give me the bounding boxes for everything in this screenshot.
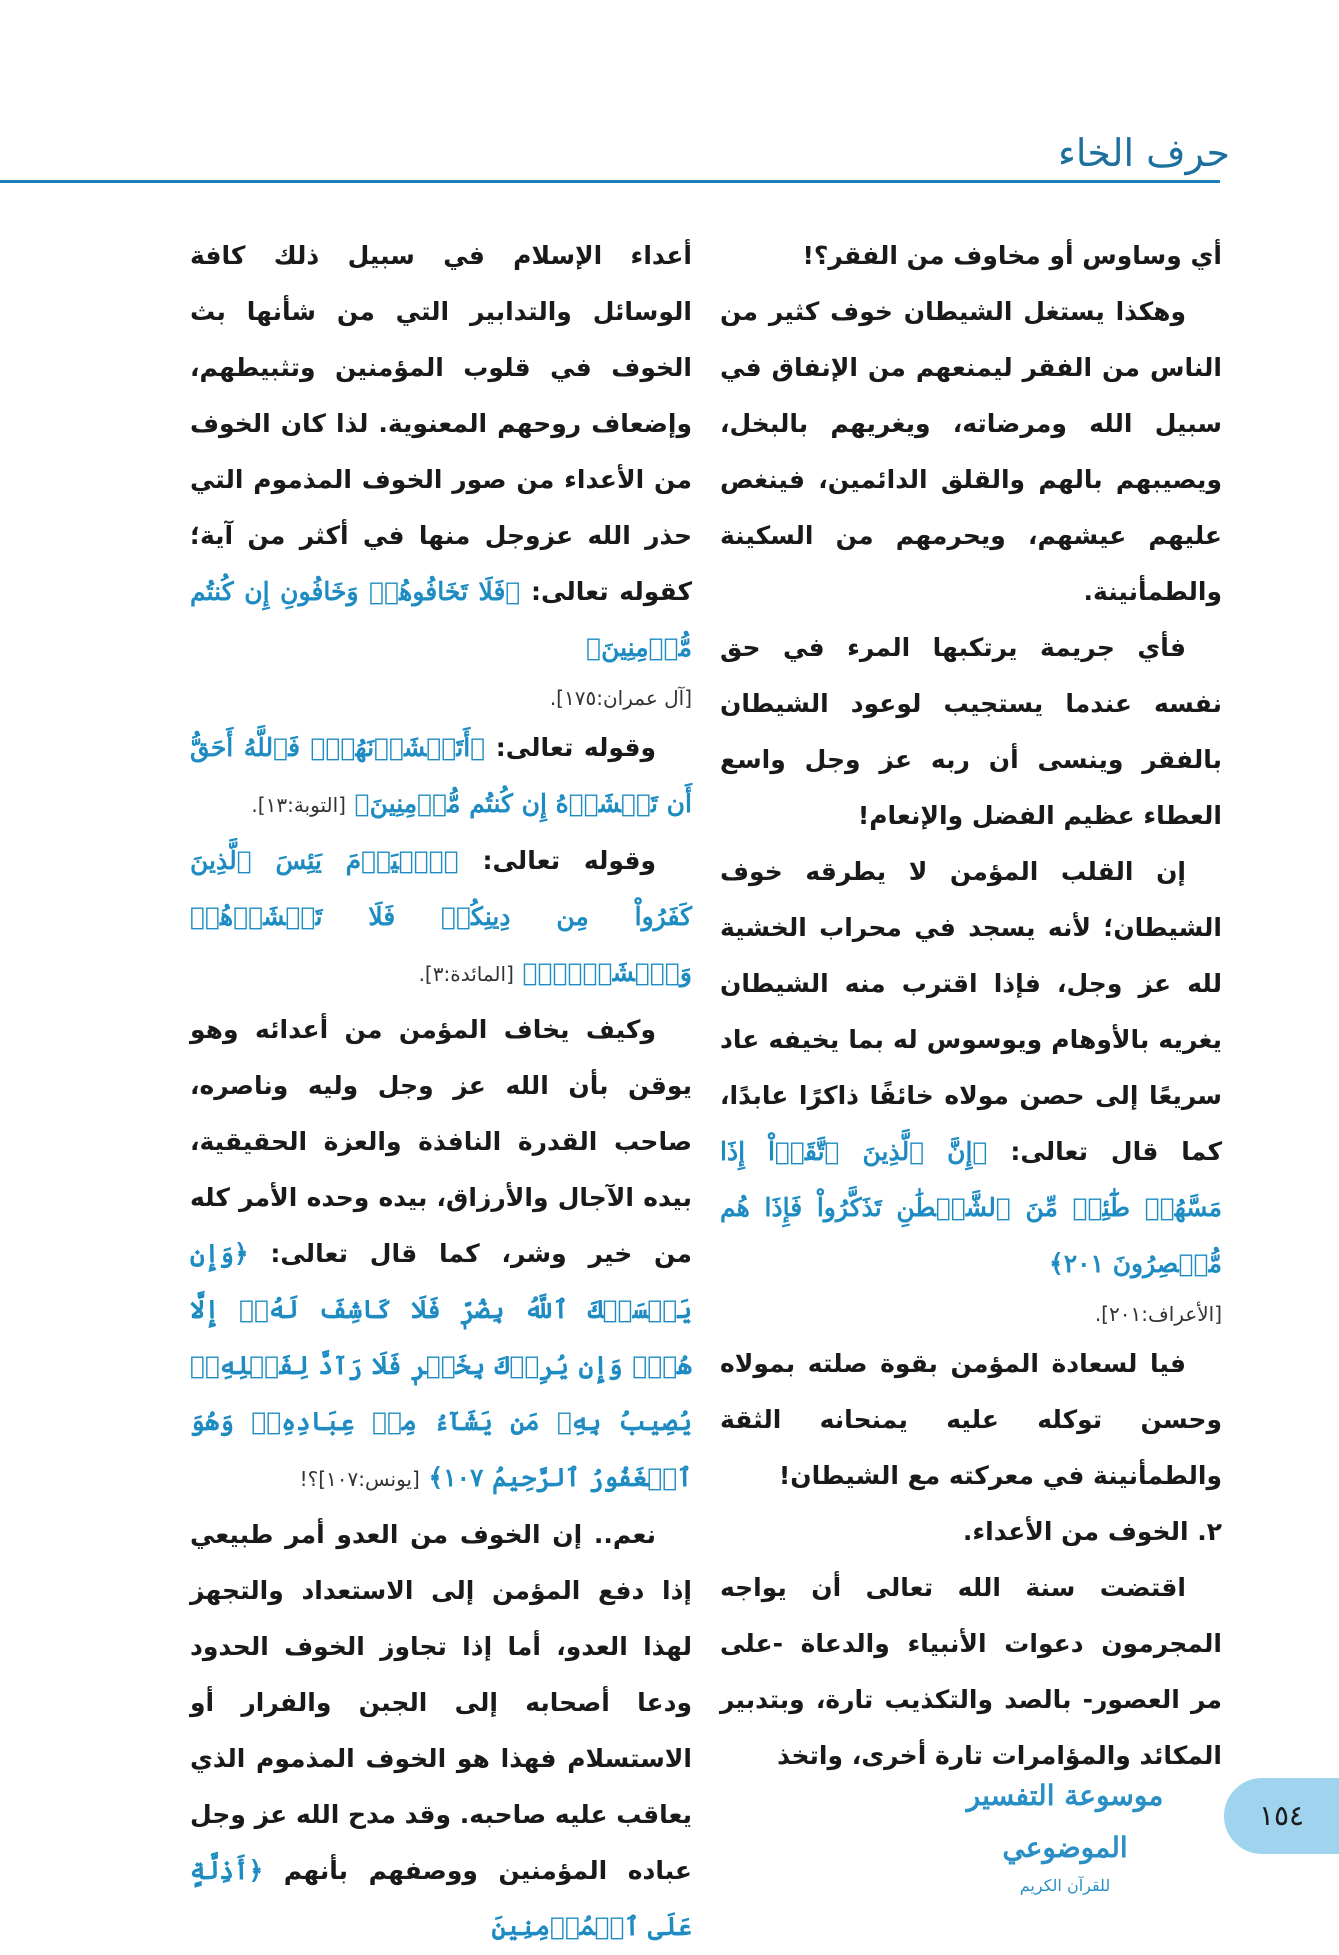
paragraph bbox=[190, 228, 692, 676]
quran-verse: ﴿ٱلۡيَوۡمَ يَئِسَ ٱلَّذِينَ كَفَرُواْ مِن دِينِكُمۡ فَلَا تَخۡشَوۡهُمۡ وَٱخۡشَوۡنِۚ﴾ bbox=[190, 846, 692, 987]
paragraph bbox=[190, 1507, 692, 1955]
paragraph-text: أعداء الإسلام في سبيل ذلك كافة الوسائل والتدابير التي من شأنها بث الخوف في قلوب المؤمنين وتثبيطهم، وإضعاف روحهم المعنوية. لذا كان الخوف من الأعداء من صور الخوف المذموم التي حذر الله عزوجل منها في أكثر من آية؛ كقوله تعالى: bbox=[190, 241, 692, 606]
verse-reference: [آل عمران:١٧٥]. bbox=[549, 686, 692, 710]
left-column bbox=[190, 228, 692, 1941]
page-number: ١٥٤ bbox=[1258, 1799, 1305, 1832]
verse-reference: [التوبة:١٣]. bbox=[251, 793, 346, 817]
verse-reference: [الأعراف:٢٠١]. bbox=[1094, 1302, 1222, 1326]
paragraph bbox=[190, 720, 692, 833]
section-title: حرف الخاء bbox=[1057, 131, 1230, 175]
paragraph: وهكذا يستغل الشيطان خوف كثير من الناس من الفقر ليمنعهم من الإنفاق في سبيل الله ومرضاته، ويغريهم بالبخل، ويصيبهم بالهم والقلق الدائمين، فينغص عليهم عيشهم، ويحرمهم من السكينة والطمأنينة. bbox=[720, 297, 1222, 606]
paragraph-text: نعم.. إن الخوف من العدو أمر طبيعي إذا دفع المؤمن إلى الاستعداد والتجهز لهذا العدو، أما إذا تجاوز الخوف الحدود ودعا أصحابه إلى الجبن والفرار أو الاستسلام فهذا هو الخوف المذموم الذي يعاقب عليه صاحبه. وقد مدح الله عز وجل عباده المؤمنين ووصفهم بأنهم bbox=[190, 1520, 692, 1885]
paragraph bbox=[190, 833, 692, 1002]
verse-reference: [المائدة:٣]. bbox=[418, 962, 514, 986]
paragraph-text: وكيف يخاف المؤمن من أعدائه وهو يوقن بأن الله عز وجل وليه وناصره، صاحب القدرة النافذة والعزة الحقيقية، بيده الآجال والأرزاق، بيده وحده الأمر كله من خير وشر، كما قال تعالى: bbox=[190, 1015, 692, 1268]
quran-verse: ﴿وَإِن يَمۡسَسۡكَ ٱللَّهُ بِضُرّٖ فَلَا كَاشِفَ لَهُۥٓ إِلَّا هُوَۖ وَإِن يُرِدۡكَ بِخَيۡرٖ فَلَا رَآدَّ لِفَضۡلِهِۦۚ يُصِيبُ بِهِۦ مَن يَشَآءُ مِنۡ عِبَادِهِۦۚ وَهُوَ ٱلۡغَفُورُ ٱلرَّحِيمُ ١٠٧﴾ bbox=[190, 1239, 692, 1492]
quran-verse: ﴿أَذِلَّةٍ عَلَى ٱلۡمُؤۡمِنِينَ bbox=[190, 1856, 692, 1941]
quran-verse: ﴿فَلَا تَخَافُوهُمۡ وَخَافُونِ إِن كُنتُم مُّؤۡمِنِينَ﴾ bbox=[190, 577, 692, 662]
encyclopedia-logo bbox=[930, 1770, 1200, 1895]
quran-verse: ﴿إِنَّ ٱلَّذِينَ ٱتَّقَوۡاْ إِذَا مَسَّهُمۡ طَٰٓئِفٞ مِّنَ ٱلشَّيۡطَٰنِ تَذَكَّرُواْ فَإِذَا هُم مُّبۡصِرُونَ ٢٠١﴾ bbox=[720, 1137, 1222, 1278]
logo-title: موسوعة التفسير الموضوعي bbox=[966, 1779, 1164, 1864]
paragraph-text: وقوله تعالى: bbox=[495, 733, 656, 762]
header-divider bbox=[0, 180, 1220, 183]
paragraph: فأي جريمة يرتكبها المرء في حق نفسه عندما يستجيب لوعود الشيطان بالفقر وينسى أن ربه عز وجل واسع العطاء عظيم الفضل والإنعام! bbox=[720, 633, 1222, 830]
paragraph-text: وقوله تعالى: bbox=[482, 846, 656, 875]
paragraph: أي وساوس أو مخاوف من الفقر؟! bbox=[802, 241, 1222, 270]
verse-reference: [يونس:١٠٧]؟! bbox=[299, 1467, 420, 1491]
paragraph-text: إن القلب المؤمن لا يطرقه خوف الشيطان؛ لأنه يسجد في محراب الخشية لله عز وجل، فإذا اقترب منه الشيطان يغريه بالأوهام ويوسوس له بما يخيفه عاد سريعًا إلى حصن مولاه خائفًا ذاكرًا عابدًا، كما قال تعالى: bbox=[720, 857, 1222, 1166]
paragraph: اقتضت سنة الله تعالى أن يواجه المجرمون دعوات الأنبياء والدعاة -على مر العصور- بالصد والتكذيب تارة، وبتدبير المكائد والمؤامرات تارة أخرى، واتخذ bbox=[720, 1573, 1222, 1770]
logo-subtitle: للقرآن الكريم bbox=[1019, 1876, 1111, 1895]
right-column bbox=[720, 228, 1222, 1788]
quran-verse: ﴿أَتَخۡشَوۡنَهُمۡۚ فَٱللَّهُ أَحَقُّ أَن تَخۡشَوۡهُ إِن كُنتُم مُّؤۡمِنِينَ﴾ bbox=[190, 733, 692, 818]
paragraph bbox=[190, 1002, 692, 1507]
paragraph: فيا لسعادة المؤمن بقوة صلته بمولاه وحسن توكله عليه يمنحانه الثقة والطمأنينة في معركته مع الشيطان! bbox=[720, 1349, 1222, 1490]
sub-heading: ٢. الخوف من الأعداء. bbox=[962, 1517, 1222, 1546]
paragraph bbox=[720, 844, 1222, 1292]
page-number-badge bbox=[1224, 1778, 1339, 1854]
